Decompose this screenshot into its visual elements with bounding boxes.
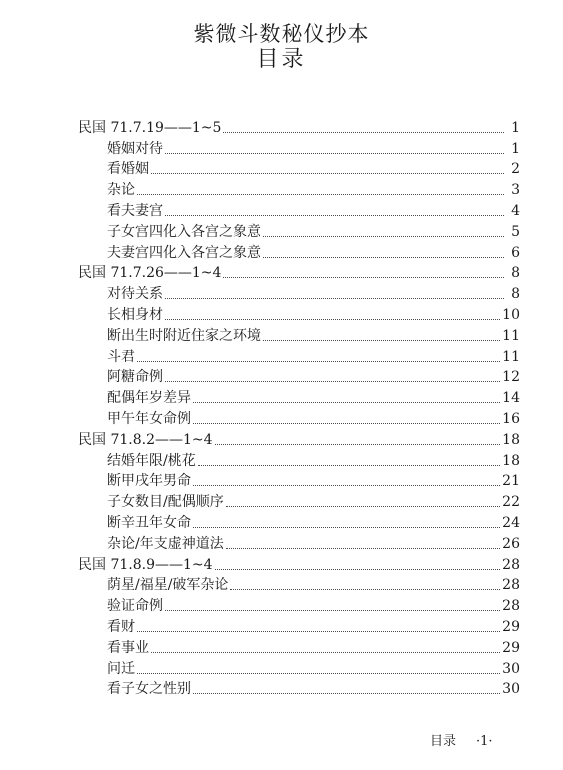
dot-leader: [137, 176, 504, 195]
toc-entry-title: 结婚年限/桃花: [107, 452, 196, 469]
toc-entry-page: 29: [502, 618, 520, 635]
toc-entry-page: 22: [502, 494, 520, 511]
toc-entry-title: 看婚姻: [107, 161, 149, 178]
toc-entry-title: 荫星/福星/破军杂论: [107, 577, 229, 594]
dot-leader: [151, 634, 500, 653]
footer-section-label: 目录: [430, 734, 457, 749]
footer-page-number: ·1·: [476, 734, 493, 749]
toc-entry-page: 28: [502, 556, 520, 573]
dot-leader: [193, 467, 500, 486]
dot-leader: [165, 363, 500, 382]
toc-entry-title: 问迁: [107, 660, 135, 677]
dot-leader: [165, 592, 500, 611]
dot-leader: [137, 343, 500, 362]
dot-leader: [198, 447, 500, 466]
toc-entry-title: 断辛丑年女命: [107, 514, 191, 531]
dot-leader: [193, 675, 500, 694]
toc-entry-title: 验证命例: [107, 598, 163, 615]
toc-entry-page: 4: [511, 202, 520, 219]
toc-entry-page: 2: [511, 161, 520, 178]
toc-entry: [78, 678, 520, 699]
toc-entry-page: 6: [511, 244, 520, 261]
toc-entry-title: 婚姻对待: [107, 140, 163, 157]
dot-leader: [263, 239, 504, 258]
toc-entry-title: 看财: [107, 618, 135, 635]
toc-entry-title: 阿糖命例: [107, 369, 163, 386]
toc-entry-title: 断甲戌年男命: [107, 473, 191, 490]
document-title: 紫微斗数秘仪抄本: [193, 22, 370, 46]
toc-entry-page: 5: [511, 223, 520, 240]
toc-entry-title: 看事业: [107, 639, 149, 656]
toc-entry-page: 1: [511, 140, 520, 157]
toc-entry-title: 看子女之性别: [107, 681, 191, 698]
toc-entry-page: 24: [502, 514, 520, 531]
toc-entry-title: 民国 71.8.9——1~4: [78, 556, 213, 573]
dot-leader: [230, 571, 500, 590]
toc-entry-title: 民国 71.7.26——1~4: [78, 265, 222, 282]
dot-leader: [223, 114, 504, 133]
dot-leader: [226, 530, 500, 549]
dot-leader: [165, 280, 504, 299]
toc-entry-page: 18: [502, 452, 520, 469]
toc-entry-page: 11: [502, 327, 520, 344]
toc-entry-title: 杂论: [107, 182, 135, 199]
toc-entry-page: 3: [511, 182, 520, 199]
dot-leader: [215, 426, 501, 445]
toc-entry-title: 斗君: [107, 348, 135, 365]
table-of-contents: [78, 116, 520, 698]
toc-entry-page: 30: [502, 681, 520, 698]
toc-entry-page: 28: [502, 598, 520, 615]
toc-entry-page: 11: [502, 348, 520, 365]
toc-entry-title: 杂论/年支虚神道法: [107, 535, 224, 552]
toc-entry-page: 26: [502, 535, 520, 552]
dot-leader: [215, 551, 501, 570]
toc-entry-page: 12: [502, 369, 520, 386]
toc-entry-page: 16: [502, 410, 520, 427]
toc-entry-page: 18: [502, 431, 520, 448]
dot-leader: [193, 405, 500, 424]
dot-leader: [137, 613, 500, 632]
dot-leader: [263, 322, 500, 341]
toc-entry-page: 14: [502, 390, 520, 407]
dot-leader: [137, 655, 500, 674]
dot-leader: [263, 218, 504, 237]
toc-entry-page: 21: [502, 473, 520, 490]
toc-entry-title: 民国 71.8.2——1~4: [78, 431, 213, 448]
toc-entry-title: 长相身材: [107, 306, 163, 323]
dot-leader: [165, 135, 504, 154]
toc-entry-page: 29: [502, 639, 520, 656]
page-footer: [430, 734, 493, 750]
dot-leader: [223, 259, 504, 278]
toc-entry-title: 夫妻宫四化入各宫之象意: [107, 244, 261, 261]
toc-entry-page: 28: [502, 577, 520, 594]
toc-entry-title: 子女数目/配偶顺序: [107, 494, 224, 511]
toc-entry-page: 8: [511, 265, 520, 282]
dot-leader: [165, 301, 500, 320]
dot-leader: [193, 509, 500, 528]
toc-entry-title: 看夫妻宫: [107, 202, 163, 219]
toc-entry-page: 8: [511, 286, 520, 303]
dot-leader: [151, 155, 504, 174]
dot-leader: [226, 488, 500, 507]
toc-entry-title: 甲午年女命例: [107, 410, 191, 427]
dot-leader: [193, 384, 500, 403]
toc-entry-title: 民国 71.7.19——1~5: [78, 119, 222, 136]
toc-entry-title: 断出生时附近住家之环境: [107, 327, 261, 344]
toc-entry-page: 10: [502, 306, 520, 323]
toc-entry-title: 对待关系: [107, 286, 163, 303]
contents-heading: 目录: [256, 47, 307, 72]
toc-entry-page: 30: [502, 660, 520, 677]
toc-entry-page: 1: [511, 119, 520, 136]
toc-entry-title: 子女宫四化入各宫之象意: [107, 223, 261, 240]
toc-entry-title: 配偶年岁差异: [107, 390, 191, 407]
dot-leader: [165, 197, 504, 216]
